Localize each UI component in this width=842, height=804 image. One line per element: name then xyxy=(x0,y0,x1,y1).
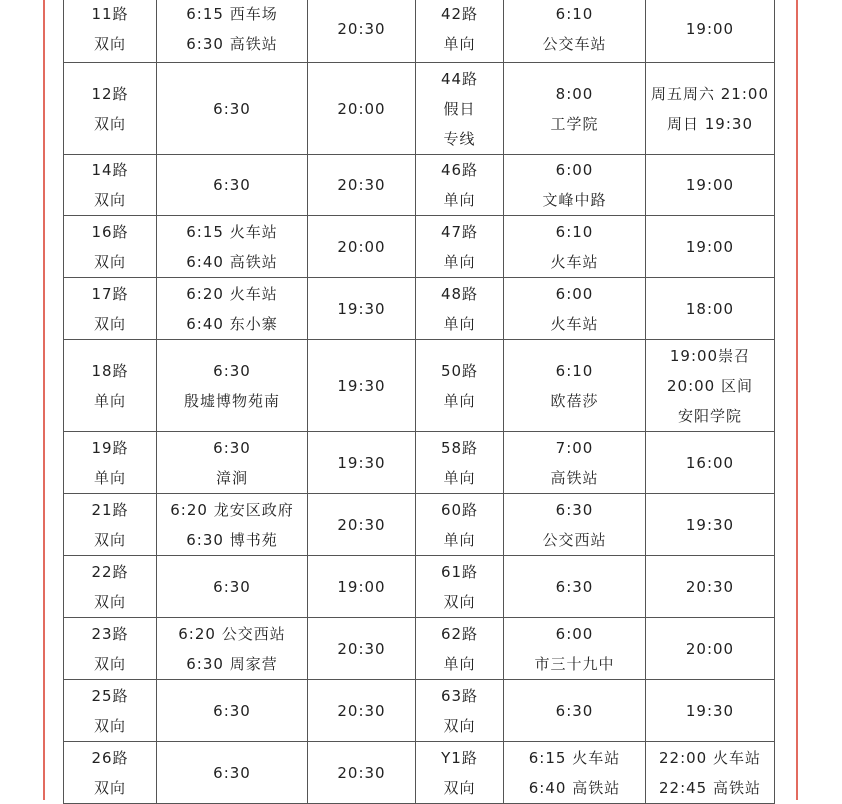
cell-line: 6:20 龙安区政府 xyxy=(170,500,294,519)
first-bus-cell-2 xyxy=(504,155,646,216)
cell-line: 欧蓓莎 xyxy=(550,391,599,410)
cell-line: 19:00崇召 xyxy=(669,346,751,365)
cell-line: 22:00 火车站 xyxy=(659,748,761,767)
last-bus-cell xyxy=(308,618,416,680)
cell-line: 6:30 xyxy=(213,99,251,118)
cell-line: 19:00 xyxy=(685,237,735,256)
last-bus-cell-2 xyxy=(646,556,775,618)
table-row xyxy=(64,278,775,340)
cell-line: 6:30 xyxy=(213,438,251,457)
cell-line: 6:20 公交西站 xyxy=(178,624,286,643)
route-cell-2 xyxy=(416,155,504,216)
page-border-left xyxy=(43,0,45,800)
first-bus-cell xyxy=(157,556,308,618)
first-bus-cell-2 xyxy=(504,742,646,804)
cell-line: 双向 xyxy=(443,778,476,797)
last-bus-cell xyxy=(308,556,416,618)
first-bus-cell xyxy=(157,680,308,742)
route-cell xyxy=(64,680,157,742)
table-row xyxy=(64,340,775,432)
schedule-body xyxy=(64,0,775,804)
cell-line: 单向 xyxy=(443,191,476,209)
cell-line: 周日 19:30 xyxy=(667,114,753,133)
cell-line: 8:00 xyxy=(555,84,594,103)
table-row xyxy=(64,618,775,680)
first-bus-cell-2 xyxy=(504,432,646,494)
route-cell-2 xyxy=(416,618,504,680)
last-bus-cell-2 xyxy=(646,216,775,278)
cell-line: 20:00 xyxy=(685,639,735,658)
cell-line: 60路 xyxy=(440,500,479,519)
last-bus-cell xyxy=(308,742,416,804)
last-bus-cell-2 xyxy=(646,680,775,742)
cell-line: 50路 xyxy=(440,361,479,380)
first-bus-cell-2 xyxy=(504,340,646,432)
first-bus-cell xyxy=(157,278,308,340)
cell-line: 双向 xyxy=(93,191,126,209)
table-row xyxy=(64,0,775,63)
cell-line: 6:15 西车场 xyxy=(186,4,278,23)
cell-line: 47路 xyxy=(440,222,479,241)
first-bus-cell xyxy=(157,63,308,155)
cell-line: 20:00 xyxy=(337,237,386,256)
first-bus-cell xyxy=(157,155,308,216)
route-cell xyxy=(64,216,157,278)
last-bus-cell-2 xyxy=(646,0,775,63)
cell-line: 48路 xyxy=(440,284,479,303)
table-row xyxy=(64,216,775,278)
cell-line: 6:30 xyxy=(555,701,594,720)
route-cell-2 xyxy=(416,0,504,63)
last-bus-cell-2 xyxy=(646,155,775,216)
first-bus-cell-2 xyxy=(504,278,646,340)
last-bus-cell xyxy=(308,278,416,340)
cell-line: 6:30 xyxy=(213,577,251,596)
cell-line: 7:00 xyxy=(555,438,594,457)
cell-line: 6:30 xyxy=(555,500,594,519)
first-bus-cell-2 xyxy=(504,0,646,63)
cell-line: 双向 xyxy=(93,34,126,53)
route-cell xyxy=(64,556,157,618)
cell-line: 公交车站 xyxy=(542,34,607,53)
cell-line: 22路 xyxy=(91,562,129,581)
cell-line: 周五周六 21:00 xyxy=(651,84,769,103)
cell-line: Y1路 xyxy=(441,748,478,767)
cell-line: 双向 xyxy=(93,716,126,735)
cell-line: 双向 xyxy=(93,778,126,797)
cell-line: 双向 xyxy=(443,592,476,611)
table-row xyxy=(64,556,775,618)
cell-line: 17路 xyxy=(91,284,129,303)
route-cell-2 xyxy=(416,340,504,432)
cell-line: 21路 xyxy=(91,500,129,519)
cell-line: 6:10 xyxy=(555,4,594,23)
cell-line: 19:00 xyxy=(685,19,735,38)
cell-line: 安阳学院 xyxy=(677,406,742,425)
cell-line: 19:30 xyxy=(337,299,386,318)
last-bus-cell xyxy=(308,0,416,63)
last-bus-cell xyxy=(308,680,416,742)
first-bus-cell-2 xyxy=(504,494,646,556)
cell-line: 工学院 xyxy=(550,114,599,133)
first-bus-cell xyxy=(157,340,308,432)
cell-line: 19:30 xyxy=(685,515,735,534)
route-cell xyxy=(64,494,157,556)
cell-line: 6:10 xyxy=(555,361,594,380)
first-bus-cell-2 xyxy=(504,556,646,618)
cell-line: 6:30 周家营 xyxy=(186,654,278,673)
table-row xyxy=(64,155,775,216)
cell-line: 6:00 xyxy=(555,624,594,643)
cell-line: 19:00 xyxy=(337,577,386,596)
route-cell xyxy=(64,432,157,494)
cell-line: 44路 xyxy=(440,69,479,88)
table-row xyxy=(64,742,775,804)
route-cell-2 xyxy=(416,742,504,804)
cell-line: 高铁站 xyxy=(550,468,599,487)
cell-line: 20:00 区间 xyxy=(667,376,753,395)
bus-schedule-table xyxy=(63,0,775,804)
cell-line: 18路 xyxy=(91,361,129,380)
cell-line: 20:30 xyxy=(337,19,386,38)
route-cell-2 xyxy=(416,556,504,618)
cell-line: 单向 xyxy=(443,391,476,410)
cell-line: 19路 xyxy=(91,438,129,457)
route-cell xyxy=(64,278,157,340)
table-row xyxy=(64,432,775,494)
cell-line: 6:30 xyxy=(555,577,594,596)
first-bus-cell xyxy=(157,494,308,556)
cell-line: 双向 xyxy=(93,314,126,333)
route-cell xyxy=(64,63,157,155)
first-bus-cell-2 xyxy=(504,680,646,742)
route-cell-2 xyxy=(416,278,504,340)
table-row xyxy=(64,63,775,155)
route-cell-2 xyxy=(416,494,504,556)
cell-line: 22:45 高铁站 xyxy=(659,778,761,797)
cell-line: 6:00 xyxy=(555,161,594,179)
cell-line: 20:30 xyxy=(337,701,386,720)
table-row xyxy=(64,494,775,556)
cell-line: 公交西站 xyxy=(542,530,607,549)
last-bus-cell xyxy=(308,155,416,216)
cell-line: 6:40 东小寨 xyxy=(186,314,278,333)
cell-line: 16:00 xyxy=(685,453,735,472)
first-bus-cell xyxy=(157,0,308,63)
route-cell xyxy=(64,0,157,63)
cell-line: 19:30 xyxy=(337,376,386,395)
cell-line: 6:15 火车站 xyxy=(186,222,278,241)
cell-line: 6:30 xyxy=(213,176,251,194)
cell-line: 6:30 高铁站 xyxy=(186,34,278,53)
cell-line: 单向 xyxy=(443,468,476,487)
cell-line: 6:40 高铁站 xyxy=(528,778,621,797)
cell-line: 6:30 xyxy=(213,361,251,380)
cell-line: 20:30 xyxy=(337,639,386,658)
cell-line: 6:30 博书苑 xyxy=(186,530,278,549)
first-bus-cell xyxy=(157,216,308,278)
cell-line: 双向 xyxy=(93,114,126,133)
cell-line: 19:30 xyxy=(337,453,386,472)
cell-line: 双向 xyxy=(93,654,126,673)
last-bus-cell-2 xyxy=(646,432,775,494)
first-bus-cell-2 xyxy=(504,618,646,680)
cell-line: 双向 xyxy=(93,592,126,611)
cell-line: 25路 xyxy=(91,686,129,705)
cell-line: 62路 xyxy=(440,624,479,643)
first-bus-cell xyxy=(157,618,308,680)
cell-line: 61路 xyxy=(440,562,479,581)
cell-line: 市三十九中 xyxy=(534,654,615,673)
cell-line: 12路 xyxy=(91,84,129,103)
cell-line: 假日 xyxy=(443,99,476,118)
last-bus-cell-2 xyxy=(646,494,775,556)
page-border-right xyxy=(796,0,798,800)
first-bus-cell xyxy=(157,742,308,804)
cell-line: 6:10 xyxy=(555,222,594,241)
last-bus-cell-2 xyxy=(646,618,775,680)
cell-line: 6:40 高铁站 xyxy=(186,252,278,271)
cell-line: 6:15 火车站 xyxy=(528,748,621,767)
cell-line: 6:30 xyxy=(213,701,251,720)
cell-line: 20:00 xyxy=(337,99,386,118)
cell-line: 19:00 xyxy=(685,176,735,194)
cell-line: 20:30 xyxy=(337,176,386,194)
cell-line: 20:30 xyxy=(337,515,386,534)
cell-line: 专线 xyxy=(443,129,476,148)
cell-line: 单向 xyxy=(443,530,476,549)
cell-line: 20:30 xyxy=(337,763,386,782)
cell-line: 单向 xyxy=(93,468,126,487)
table-row xyxy=(64,680,775,742)
first-bus-cell xyxy=(157,432,308,494)
route-cell xyxy=(64,340,157,432)
last-bus-cell xyxy=(308,63,416,155)
cell-line: 6:20 火车站 xyxy=(186,284,278,303)
cell-line: 双向 xyxy=(93,252,126,271)
cell-line: 16路 xyxy=(91,222,129,241)
cell-line: 42路 xyxy=(440,4,479,23)
first-bus-cell-2 xyxy=(504,63,646,155)
cell-line: 双向 xyxy=(443,716,476,735)
last-bus-cell-2 xyxy=(646,742,775,804)
cell-line: 火车站 xyxy=(550,252,599,271)
route-cell xyxy=(64,742,157,804)
cell-line: 单向 xyxy=(93,391,126,410)
cell-line: 殷墟博物苑南 xyxy=(183,391,280,410)
last-bus-cell-2 xyxy=(646,340,775,432)
cell-line: 20:30 xyxy=(685,577,735,596)
route-cell-2 xyxy=(416,432,504,494)
cell-line: 漳涧 xyxy=(215,468,248,487)
cell-line: 18:00 xyxy=(685,299,735,318)
cell-line: 双向 xyxy=(93,530,126,549)
last-bus-cell xyxy=(308,216,416,278)
route-cell xyxy=(64,618,157,680)
cell-line: 6:30 xyxy=(213,763,251,782)
cell-line: 14路 xyxy=(91,161,129,179)
last-bus-cell xyxy=(308,340,416,432)
route-cell-2 xyxy=(416,680,504,742)
cell-line: 26路 xyxy=(91,748,129,767)
cell-line: 单向 xyxy=(443,34,476,53)
route-cell xyxy=(64,155,157,216)
cell-line: 单向 xyxy=(443,314,476,333)
route-cell-2 xyxy=(416,63,504,155)
cell-line: 46路 xyxy=(440,161,479,179)
cell-line: 单向 xyxy=(443,252,476,271)
last-bus-cell-2 xyxy=(646,63,775,155)
first-bus-cell-2 xyxy=(504,216,646,278)
cell-line: 6:00 xyxy=(555,284,594,303)
last-bus-cell-2 xyxy=(646,278,775,340)
last-bus-cell xyxy=(308,494,416,556)
cell-line: 单向 xyxy=(443,654,476,673)
cell-line: 文峰中路 xyxy=(542,191,607,209)
route-cell-2 xyxy=(416,216,504,278)
cell-line: 58路 xyxy=(440,438,479,457)
cell-line: 火车站 xyxy=(550,314,599,333)
cell-line: 23路 xyxy=(91,624,129,643)
cell-line: 11路 xyxy=(91,4,129,23)
cell-line: 19:30 xyxy=(685,701,735,720)
cell-line: 63路 xyxy=(440,686,479,705)
last-bus-cell xyxy=(308,432,416,494)
